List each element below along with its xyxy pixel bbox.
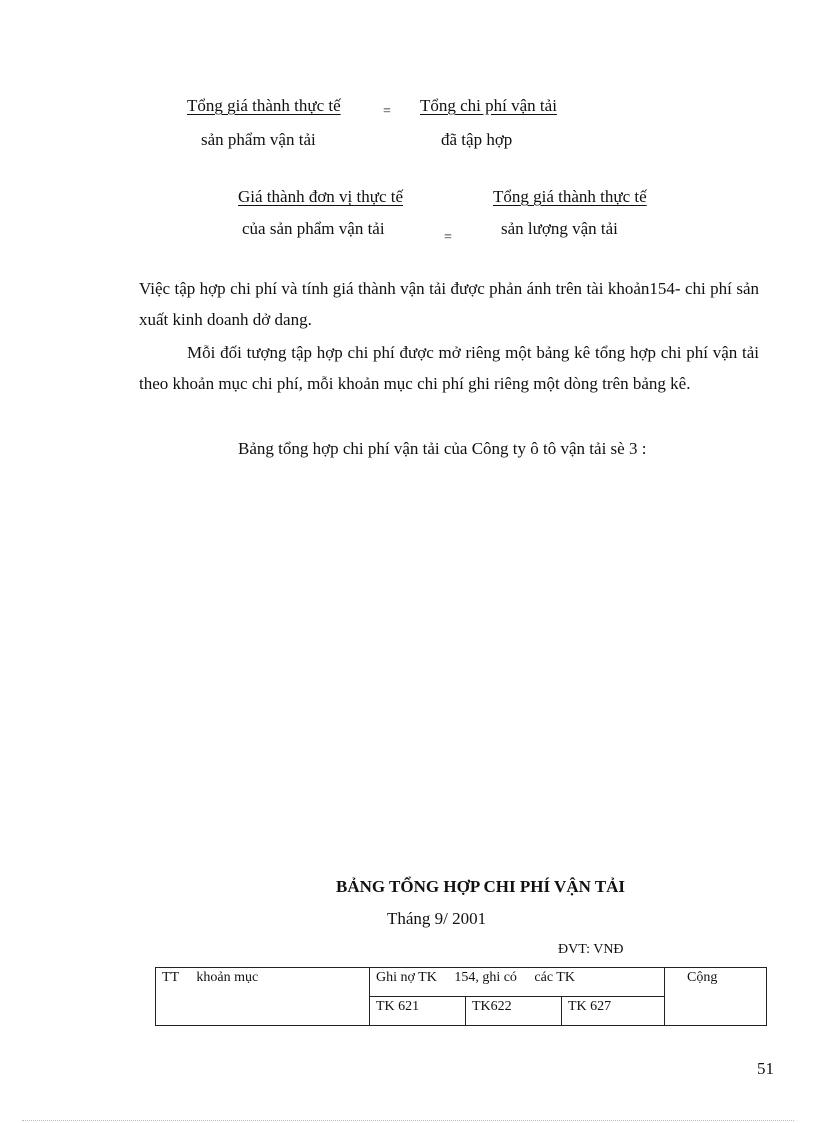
table-unit: ĐVT: VNĐ [558, 942, 624, 957]
table-title: BẢNG TỔNG HỢP CHI PHÍ VẬN TẢI [336, 877, 626, 896]
header-tk-622: TK622 [466, 997, 562, 1026]
formula1-equals-sign: = [383, 104, 391, 119]
formula1-right-numerator: Tổng chi phí vận tải [420, 96, 557, 115]
formula1-right-denominator: đã tập hợp [441, 130, 513, 149]
header-tk-621: TK 621 [370, 997, 466, 1026]
header-tk-627: TK 627 [562, 997, 665, 1026]
cost-summary-table [155, 967, 767, 1026]
page-number: 51 [757, 1059, 774, 1078]
header-total: Cộng [665, 968, 767, 1026]
table-header-row [156, 968, 767, 997]
paragraph-table-intro: Bảng tổng hợp chi phí vận tải của Công ty ô tô vận tải sè 3 : [238, 439, 647, 458]
formula2-left-denominator: của sản phẩm vận tải [242, 219, 385, 238]
table-subtitle: Tháng 9/ 2001 [387, 909, 487, 928]
formula2-left-numerator: Giá thành đơn vị thực tế [238, 187, 404, 206]
formula2-right-numerator: Tổng giá thành thực tế [493, 187, 647, 206]
formula1-left-numerator: Tổng giá thành thực tế [187, 96, 341, 115]
header-tt-khoan-muc: TT khoản mục [156, 968, 370, 1026]
page-bottom-rule [22, 1120, 794, 1121]
header-debit-credit: Ghi nợ TK 154, ghi có các TK [370, 968, 665, 997]
formula2-equals-sign: = [444, 230, 452, 245]
paragraph-cost-sheet: Mỗi đối tượng tập hợp chi phí được mở riêng một bảng kê tổng hợp chi phí vận tải theo khoản mục chi phí, mỗi khoản mục chi phí ghi riêng một dòng trên bảng kê. [139, 343, 759, 393]
formula2-right-denominator: sản lượng vận tải [501, 219, 618, 238]
paragraph-account-154: Việc tập hợp chi phí và tính giá thành vận tải được phản ánh trên tài khoản154- chi phí sản xuất kinh doanh dở dang. [139, 279, 759, 329]
formula1-left-denominator: sản phẩm vận tải [201, 130, 316, 149]
